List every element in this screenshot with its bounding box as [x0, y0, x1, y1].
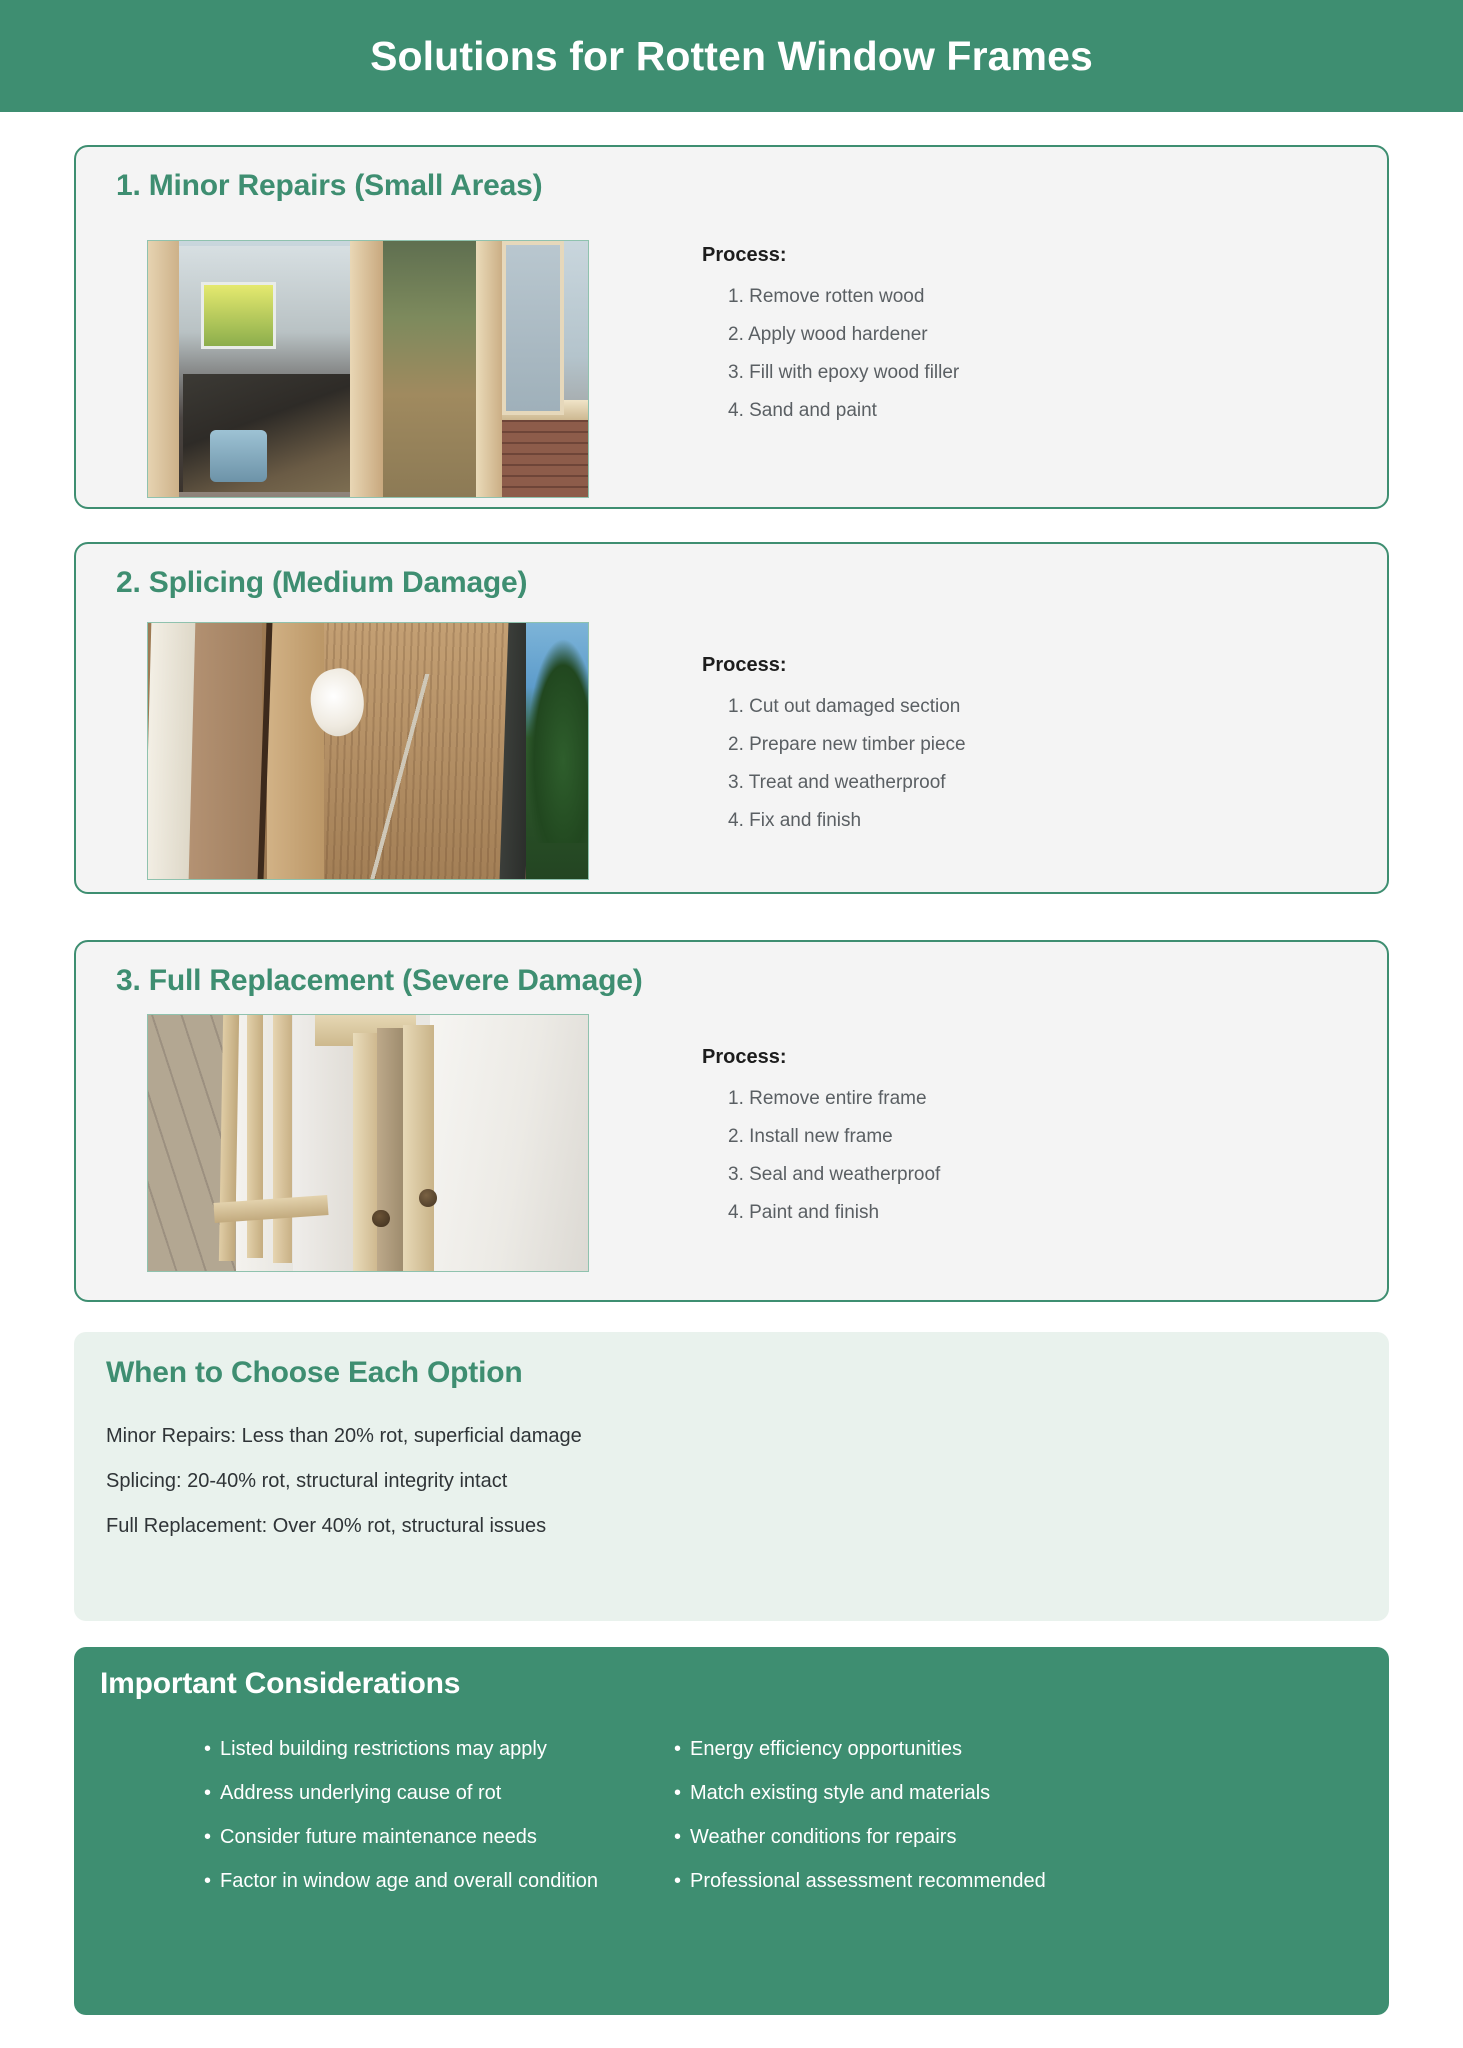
process-label: Process: — [702, 244, 787, 266]
consideration-item: • Weather conditions for repairs — [674, 1827, 1046, 1847]
method-title: 2. Splicing (Medium Damage) — [116, 566, 528, 599]
method-body — [76, 240, 1387, 498]
process-step: 3. Treat and weatherproof — [728, 772, 946, 793]
important-considerations-title: Important Considerations — [100, 1667, 461, 1700]
method-title: 1. Minor Repairs (Small Areas) — [116, 169, 543, 202]
consideration-item: • Factor in window age and overall condition — [204, 1871, 674, 1891]
considerations-columns — [74, 1739, 1389, 1915]
consideration-item: • Address underlying cause of rot — [204, 1783, 674, 1803]
method-photo-full-replacement — [147, 1014, 589, 1272]
method-photo-minor-repairs — [147, 240, 589, 498]
when-to-choose-title: When to Choose Each Option — [106, 1356, 523, 1389]
method-card-minor-repairs — [74, 145, 1389, 509]
method-body — [76, 622, 1387, 880]
method-card-splicing — [74, 542, 1389, 894]
considerations-left-column — [204, 1739, 674, 1915]
process-step: 1. Cut out damaged section — [728, 696, 961, 717]
method-card-full-replacement — [74, 940, 1389, 1302]
process-step: 1. Remove rotten wood — [728, 286, 925, 307]
page-title: Solutions for Rotten Window Frames — [370, 32, 1093, 79]
when-to-choose-section — [74, 1332, 1389, 1621]
consideration-item: • Professional assessment recommended — [674, 1871, 1046, 1891]
page-header — [0, 0, 1463, 112]
when-to-choose-list — [106, 1426, 582, 1561]
process-block — [702, 1014, 940, 1241]
consideration-item: • Energy efficiency opportunities — [674, 1739, 1046, 1759]
process-step: 4. Sand and paint — [728, 400, 877, 421]
method-title: 3. Full Replacement (Severe Damage) — [116, 964, 643, 997]
method-photo-splicing — [147, 622, 589, 880]
process-step: 3. Fill with epoxy wood filler — [728, 362, 960, 383]
process-step: 2. Install new frame — [728, 1126, 893, 1147]
important-considerations-section — [74, 1647, 1389, 2015]
process-steps — [702, 287, 959, 420]
process-step: 2. Prepare new timber piece — [728, 734, 966, 755]
process-label: Process: — [702, 654, 787, 676]
when-to-choose-item: Splicing: 20-40% rot, structural integrity intact — [106, 1470, 508, 1492]
when-to-choose-item: Minor Repairs: Less than 20% rot, superficial damage — [106, 1425, 582, 1447]
process-step: 1. Remove entire frame — [728, 1088, 927, 1109]
consideration-item: • Listed building restrictions may apply — [204, 1739, 674, 1759]
considerations-right-column — [674, 1739, 1046, 1915]
process-step: 4. Paint and finish — [728, 1202, 880, 1223]
when-to-choose-item: Full Replacement: Over 40% rot, structural issues — [106, 1515, 547, 1537]
process-steps — [702, 1089, 940, 1222]
consideration-item: • Match existing style and materials — [674, 1783, 1046, 1803]
process-step: 3. Seal and weatherproof — [728, 1164, 941, 1185]
process-steps — [702, 697, 966, 830]
process-label: Process: — [702, 1046, 787, 1068]
process-block — [702, 240, 959, 439]
method-body — [76, 1014, 1387, 1272]
process-step: 4. Fix and finish — [728, 810, 862, 831]
consideration-item: • Consider future maintenance needs — [204, 1827, 674, 1847]
process-step: 2. Apply wood hardener — [728, 324, 928, 345]
process-block — [702, 622, 966, 849]
